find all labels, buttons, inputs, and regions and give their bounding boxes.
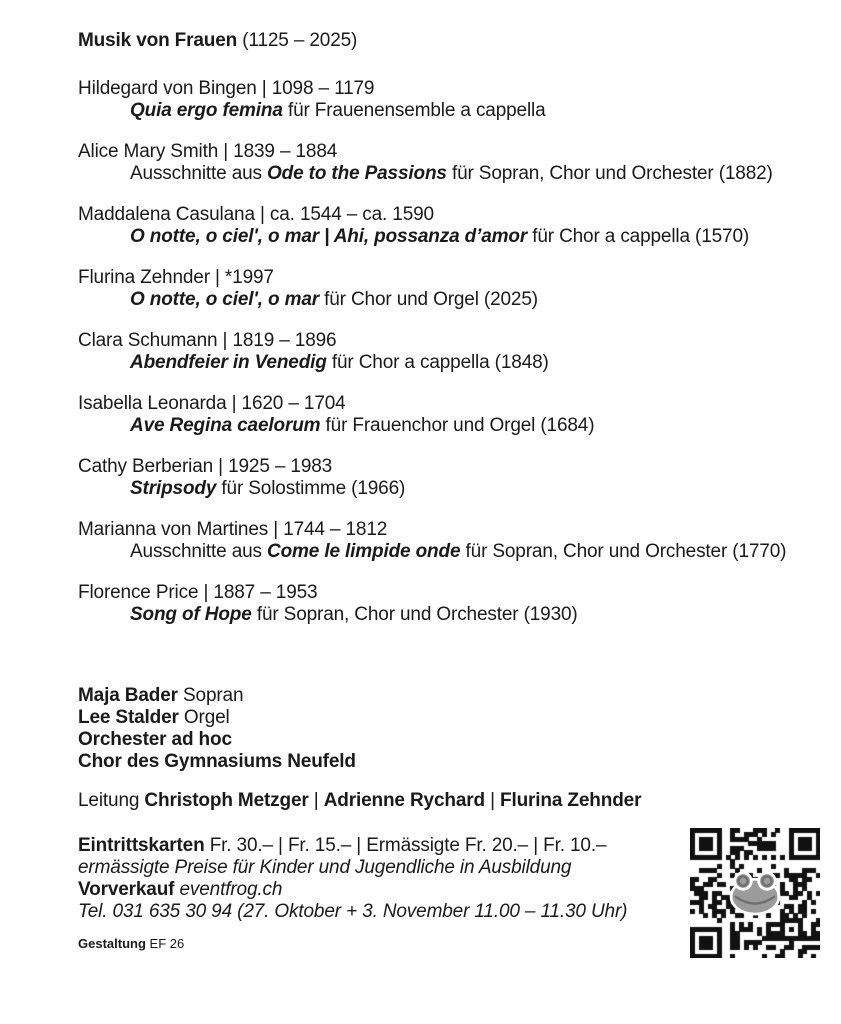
text-segment: Abendfeier in Venedig: [130, 352, 327, 373]
composer-line: Hildegard von Bingen | 1098 – 1179: [78, 78, 375, 99]
programme-list: [78, 78, 820, 626]
performer-line: [78, 729, 820, 751]
performers-list: [78, 685, 820, 773]
text-segment: Gestaltung: [78, 936, 146, 951]
text-segment: Flurina Zehnder: [500, 790, 642, 811]
text-segment: Tel. 031 635 30 94 (27. Oktober + 3. November 11.00 – 11.30 Uhr): [78, 901, 628, 922]
text-segment: für Chor a cappella (1570): [527, 226, 750, 247]
text-segment: eventfrog.ch: [179, 879, 283, 900]
text-segment: für Chor a cappella (1848): [326, 352, 549, 373]
work-line: [78, 100, 820, 122]
text-segment: Orgel: [178, 707, 230, 728]
text-segment: für Chor und Orgel (2025): [319, 289, 538, 310]
conductors-line: [78, 790, 820, 812]
text-segment: ermässigte Preise für Kinder und Jugendliche in Ausbildung: [78, 857, 572, 878]
text-segment: Orchester ad hoc: [78, 729, 232, 750]
text-segment: Sopran: [177, 685, 244, 706]
composer-line: Flurina Zehnder | *1997: [78, 267, 274, 288]
text-segment: EF 26: [145, 936, 185, 951]
text-segment: Ave Regina caelorum: [130, 415, 321, 436]
page-title: [78, 30, 820, 52]
text-segment: Lee Stalder: [78, 707, 179, 728]
programme-entry: [78, 330, 820, 374]
work-line: [78, 226, 820, 248]
work-line: [78, 478, 820, 500]
text-segment: für Frauenensemble a cappella: [282, 100, 546, 121]
work-line: [78, 541, 820, 563]
text-segment: Ausschnitte aus: [130, 163, 268, 184]
text-segment: Stripsody: [130, 478, 217, 499]
frog-icon: [727, 870, 783, 916]
programme-entry: [78, 78, 820, 122]
text-segment: Christoph Metzger: [144, 790, 309, 811]
text-segment: für Sopran, Chor und Orchester (1930): [251, 604, 578, 625]
text-segment: O notte, o ciel', o mar | Ahi, possanza d’amor: [130, 226, 528, 247]
composer-line: Florence Price | 1887 – 1953: [78, 582, 318, 603]
performer-line: [78, 751, 820, 773]
composer-line: Alice Mary Smith | 1839 – 1884: [78, 141, 338, 162]
text-segment: Song of Hope: [130, 604, 252, 625]
programme-entry: [78, 519, 820, 563]
text-segment: |: [484, 790, 501, 811]
work-line: [78, 352, 820, 374]
text-segment: Vorverkauf: [78, 879, 175, 900]
page-content: [78, 30, 820, 952]
work-line: [78, 289, 820, 311]
text-segment: Fr. 30.– | Fr. 15.– | Ermässigte Fr. 20.– | Fr. 10.–: [204, 835, 607, 856]
text-segment: Ode to the Passions: [267, 163, 447, 184]
text-segment: für Sopran, Chor und Orchester (1882): [446, 163, 773, 184]
work-line: [78, 163, 820, 185]
text-segment: für Sopran, Chor und Orchester (1770): [460, 541, 787, 562]
programme-entry: [78, 204, 820, 248]
text-segment: für Frauenchor und Orgel (1684): [320, 415, 595, 436]
programme-entry: [78, 393, 820, 437]
composer-line: Clara Schumann | 1819 – 1896: [78, 330, 337, 351]
text-segment: |: [308, 790, 324, 811]
programme-entry: [78, 141, 820, 185]
text-segment: Ausschnitte aus: [130, 541, 268, 562]
text-segment: Eintrittskarten: [78, 835, 205, 856]
performer-line: [78, 685, 820, 707]
work-line: [78, 415, 820, 437]
text-segment: Chor des Gymnasiums Neufeld: [78, 751, 356, 772]
programme-entry: [78, 456, 820, 500]
programme-entry: [78, 267, 820, 311]
composer-line: Marianna von Martines | 1744 – 1812: [78, 519, 388, 540]
programme-entry: [78, 582, 820, 626]
composer-line: Cathy Berberian | 1925 – 1983: [78, 456, 333, 477]
text-segment: Leitung: [78, 790, 145, 811]
eventfrog-qr-code: [690, 828, 820, 958]
work-line: [78, 604, 820, 626]
text-segment: Maja Bader: [78, 685, 178, 706]
text-segment: O notte, o ciel', o mar: [130, 289, 319, 310]
text-segment: Come le limpide onde: [267, 541, 461, 562]
composer-line: Maddalena Casulana | ca. 1544 – ca. 1590: [78, 204, 434, 225]
text-segment: Quia ergo femina: [130, 100, 283, 121]
performer-line: [78, 707, 820, 729]
text-segment: für Solostimme (1966): [216, 478, 406, 499]
title-year-range: (1125 – 2025): [237, 30, 358, 51]
composer-line: Isabella Leonarda | 1620 – 1704: [78, 393, 346, 414]
text-segment: Adrienne Rychard: [323, 790, 485, 811]
title-text: Musik von Frauen: [78, 30, 238, 51]
